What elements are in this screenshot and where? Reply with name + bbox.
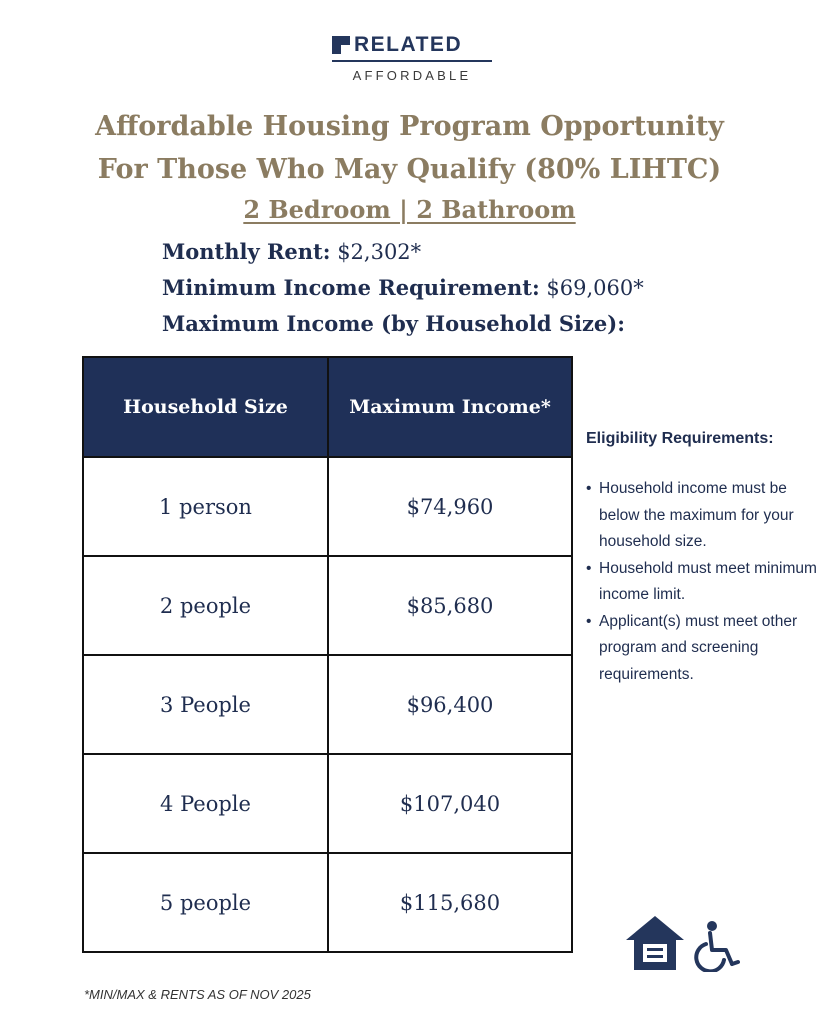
headline-line-2: For Those Who May Qualify (80% LIHTC)	[97, 154, 722, 185]
bullet-icon: •	[586, 559, 592, 577]
table-row	[83, 556, 572, 655]
eligibility-section	[586, 428, 818, 688]
monthly-rent-label: Monthly Rent:	[162, 239, 331, 264]
minimum-income-label: Minimum Income Requirement:	[162, 275, 540, 300]
eligibility-item	[586, 609, 818, 689]
maximum-income-heading	[162, 310, 625, 338]
maximum-income-cell: $74,960	[328, 457, 572, 556]
maximum-income-cell: $96,400	[328, 655, 572, 754]
bullet-icon: •	[586, 612, 592, 630]
eligibility-item-text: Household must meet minimum income limit.	[599, 559, 817, 603]
related-affordable-logo	[332, 34, 492, 86]
maximum-income-cell: $85,680	[328, 556, 572, 655]
maximum-income-cell: $107,040	[328, 754, 572, 853]
header-maximum-income: Maximum Income*	[328, 357, 572, 457]
household-size-cell: 5 people	[83, 853, 328, 952]
eligibility-item-text: Household income must be below the maximum for your household size.	[599, 480, 794, 550]
table-row	[83, 754, 572, 853]
header-household-size: Household Size	[83, 357, 328, 457]
minimum-income	[162, 274, 644, 302]
table-row	[83, 655, 572, 754]
household-size-cell: 4 People	[83, 754, 328, 853]
monthly-rent	[162, 238, 421, 266]
bullet-icon: •	[586, 480, 592, 497]
eligibility-list	[586, 476, 818, 688]
table-row	[83, 457, 572, 556]
logo-mark-icon	[332, 36, 350, 54]
table-header-row	[83, 357, 572, 457]
household-size-cell: 3 People	[83, 655, 328, 754]
footnote: *MIN/MAX & RENTS AS OF NOV 2025	[84, 987, 311, 1002]
eligibility-item	[586, 476, 818, 556]
household-size-cell: 1 person	[83, 457, 328, 556]
monthly-rent-value: $2,302*	[330, 240, 422, 264]
headline-line-1: Affordable Housing Program Opportunity	[95, 111, 724, 142]
maximum-income-label: Maximum Income (by Household Size):	[162, 311, 625, 336]
maximum-income-cell: $115,680	[328, 853, 572, 952]
income-table	[82, 356, 573, 953]
unit-type: 2 Bedroom | 2 Bathroom	[243, 195, 576, 224]
household-size-cell: 2 people	[83, 556, 328, 655]
table-row	[83, 853, 572, 952]
eligibility-item-text: Applicant(s) must meet other program and screening requirements.	[599, 612, 798, 683]
logo-subtitle: AFFORDABLE	[352, 68, 472, 83]
logo-divider	[332, 60, 492, 62]
minimum-income-value: $69,060*	[539, 276, 644, 300]
eligibility-title: Eligibility Requirements:	[586, 430, 774, 447]
equal-housing-opportunity-icon	[624, 914, 686, 972]
wheelchair-accessible-icon	[692, 920, 740, 972]
logo-brand: RELATED	[354, 33, 463, 56]
eligibility-item	[586, 556, 818, 609]
